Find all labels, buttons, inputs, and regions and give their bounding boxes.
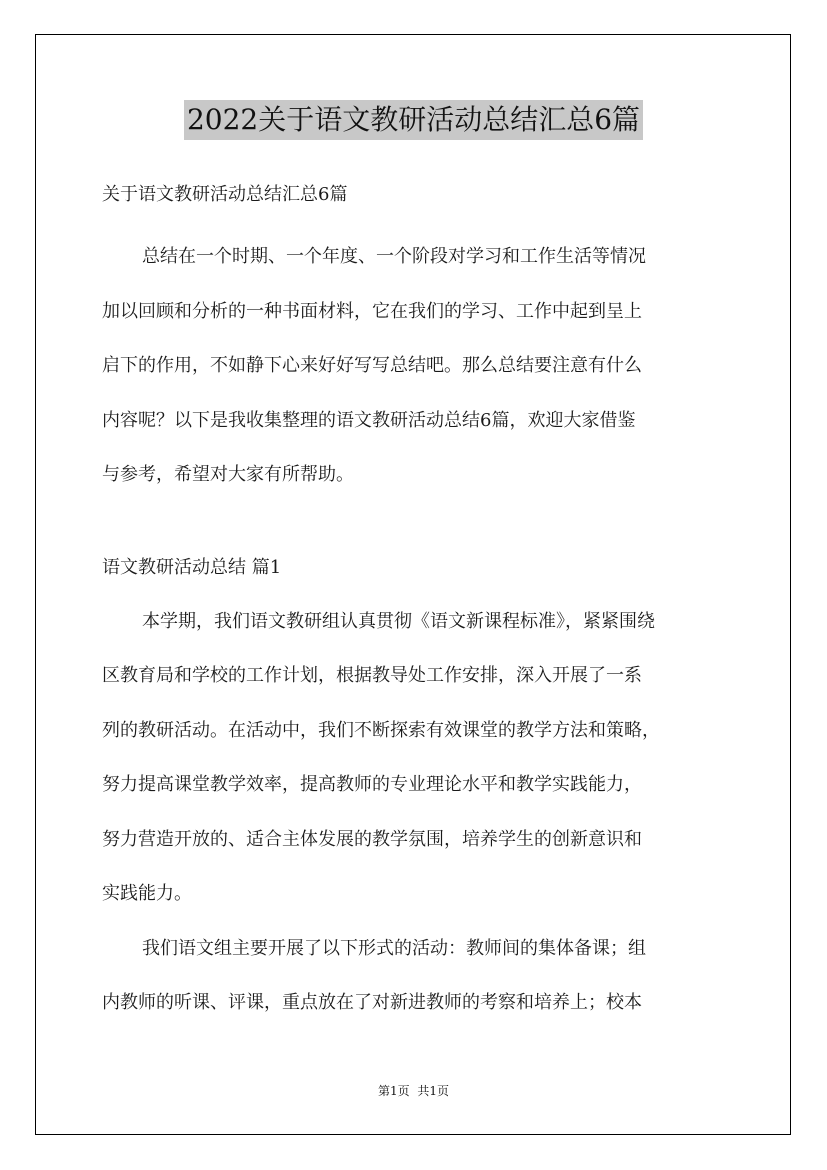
paragraph-line: 我们语文组主要开展了以下形式的活动：教师间的集体备课；组: [142, 937, 646, 959]
section-gap: [102, 503, 732, 549]
paragraph-line: 努力营造开放的、适合主体发展的教学氛围，培养学生的创新意识和: [102, 828, 642, 850]
paragraph-line: 实践能力。: [102, 883, 192, 904]
paragraph-2: [102, 922, 732, 1031]
paragraph-line: 内教师的听课、评课，重点放在了对新进教师的考察和培养上；校本: [102, 992, 642, 1013]
page-footer: [0, 1082, 827, 1099]
paragraph-line: 区教育局和学校的工作计划，根据教导处工作安排，深入开展了一系: [102, 665, 642, 686]
document-title: 2022关于语文教研活动总结汇总6篇: [184, 100, 643, 140]
page-number-total: 共1页: [417, 1084, 450, 1098]
intro-line: 与参考，希望对大家有所帮助。: [102, 464, 354, 485]
intro-line: 加以回顾和分析的一种书面材料，它在我们的学习、工作中起到呈上: [102, 300, 642, 322]
document-subtitle: 关于语文教研活动总结汇总6篇: [102, 184, 348, 205]
page-number-current: 第1页: [377, 1084, 410, 1098]
intro-paragraph: [102, 230, 732, 503]
document-body: [102, 176, 732, 1031]
paragraph-line: 努力提高课堂教学效率，提高教师的专业理论水平和教学实践能力，: [102, 774, 642, 795]
section-heading: 语文教研活动总结 篇1: [102, 556, 282, 578]
intro-line: 内容呢？以下是我收集整理的语文教研活动总结6篇，欢迎大家借鉴: [102, 409, 636, 431]
intro-line: 总结在一个时期、一个年度、一个阶段对学习和工作生活等情况: [142, 246, 646, 267]
paragraph-line: 列的教研活动。在活动中，我们不断探索有效课堂的教学方法和策略，: [102, 719, 660, 741]
intro-line: 启下的作用，不如静下心来好好写写总结吧。那么总结要注意有什么: [102, 355, 642, 376]
title-container: [0, 100, 827, 140]
paragraph-1: [102, 595, 732, 922]
paragraph-line: 本学期，我们语文教研组认真贯彻《语文新课程标准》，紧紧围绕: [142, 610, 655, 632]
